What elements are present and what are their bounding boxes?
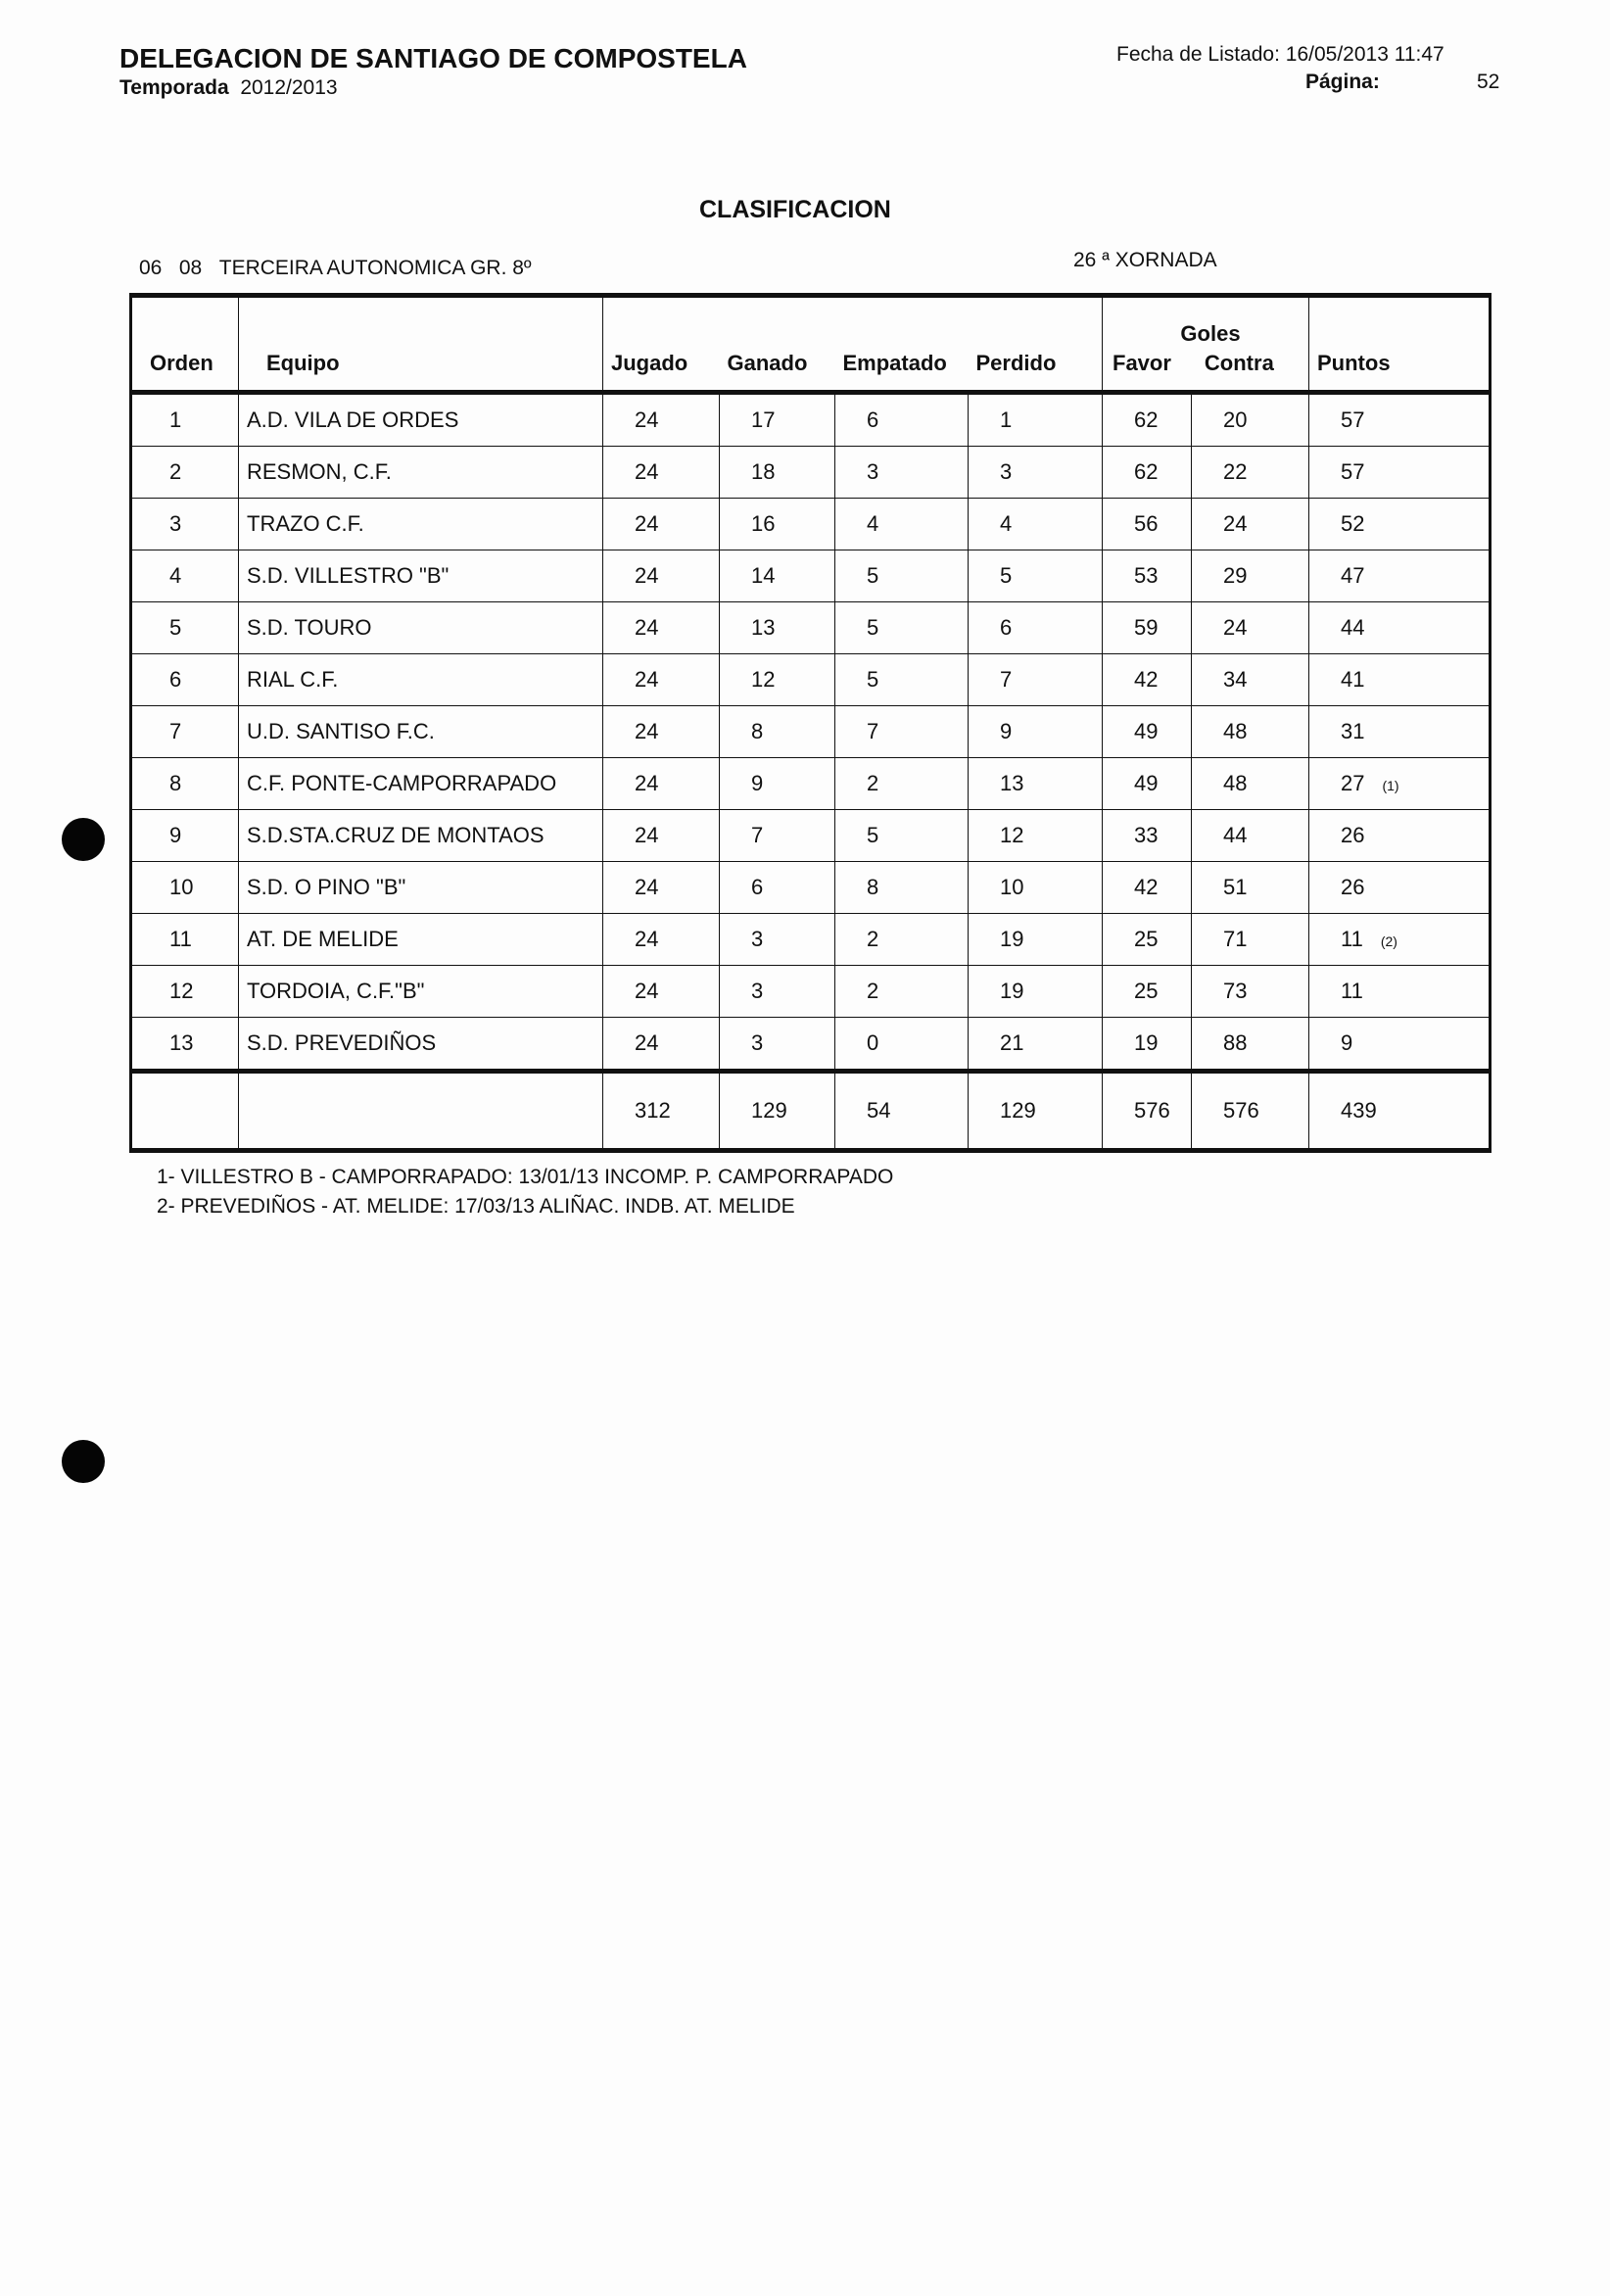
- points-cell: [1309, 810, 1491, 862]
- lost-cell: [969, 654, 1103, 706]
- goals-against-cell: [1192, 862, 1309, 914]
- goals-for-cell-text: 25: [1134, 979, 1159, 1003]
- page-heading: CLASIFICACION: [699, 196, 891, 223]
- drawn-cell-text: 2: [867, 927, 879, 951]
- won-cell: [720, 810, 835, 862]
- won-cell-text: 8: [751, 719, 764, 743]
- table-row: [131, 810, 1491, 862]
- lost-cell-text: 4: [1000, 511, 1013, 536]
- drawn-cell: [835, 758, 969, 810]
- goals-against-cell-text: 22: [1223, 459, 1248, 484]
- goals-for-cell: [1103, 499, 1192, 550]
- goals-for-cell-text: 42: [1134, 667, 1159, 692]
- played-cell-text: 24: [635, 875, 659, 899]
- drawn-cell-text: 5: [867, 563, 879, 588]
- rank-cell: [131, 706, 239, 758]
- points-cell-text: 26: [1341, 823, 1365, 847]
- played-cell: [603, 966, 720, 1018]
- points-cell: [1309, 654, 1491, 706]
- lost-cell-text: 3: [1000, 459, 1013, 484]
- lost-cell: [969, 550, 1103, 602]
- played-cell-text: 24: [635, 667, 659, 692]
- total-favor: 576: [1103, 1072, 1192, 1151]
- goals-for-cell-text: 49: [1134, 719, 1159, 743]
- table-row: [131, 706, 1491, 758]
- goals-for-cell: [1103, 810, 1192, 862]
- rank-cell: [131, 654, 239, 706]
- goals-against-cell: [1192, 1018, 1309, 1072]
- drawn-cell: [835, 393, 969, 447]
- table-row: [131, 862, 1491, 914]
- lost-cell-text: 7: [1000, 667, 1013, 692]
- lost-cell-text: 9: [1000, 719, 1013, 743]
- drawn-cell-text: 2: [867, 771, 879, 795]
- won-cell-text: 14: [751, 563, 776, 588]
- drawn-cell: [835, 1018, 969, 1072]
- goals-against-cell-text: 51: [1223, 875, 1248, 899]
- points-cell: [1309, 447, 1491, 499]
- footnote-ref: (1): [1382, 778, 1399, 793]
- points-cell-text: 26: [1341, 875, 1365, 899]
- rank-cell-text: 12: [169, 979, 194, 1003]
- goals-against-cell: [1192, 914, 1309, 966]
- totals-empty: [239, 1072, 603, 1151]
- goals-for-cell-text: 33: [1134, 823, 1159, 847]
- total-puntos: 439: [1309, 1072, 1491, 1151]
- points-cell-text: 27: [1341, 771, 1365, 795]
- rank-cell: [131, 602, 239, 654]
- rank-cell-text: 8: [169, 771, 182, 795]
- rank-cell-text: 10: [169, 875, 194, 899]
- col-contra: Contra: [1204, 351, 1274, 375]
- lost-cell-text: 5: [1000, 563, 1013, 588]
- goals-against-cell: [1192, 810, 1309, 862]
- competition-code-1: 06: [139, 257, 163, 279]
- goals-for-cell: [1103, 862, 1192, 914]
- goals-against-cell: [1192, 499, 1309, 550]
- drawn-cell-text: 7: [867, 719, 879, 743]
- goals-for-cell: [1103, 654, 1192, 706]
- played-cell: [603, 862, 720, 914]
- rank-cell-text: 3: [169, 511, 182, 536]
- lost-cell: [969, 1018, 1103, 1072]
- lost-cell-text: 1: [1000, 407, 1013, 432]
- goals-against-cell-text: 48: [1223, 771, 1248, 795]
- goals-for-cell-text: 19: [1134, 1030, 1159, 1055]
- table-row: [131, 654, 1491, 706]
- goals-against-cell: [1192, 706, 1309, 758]
- goals-for-cell: [1103, 550, 1192, 602]
- footnote-1: 1- VILLESTRO B - CAMPORRAPADO: 13/01/13 INCOMP. P. CAMPORRAPADO: [157, 1166, 894, 1188]
- played-cell-text: 24: [635, 459, 659, 484]
- totals-row: [131, 1072, 1491, 1151]
- competition-name: TERCEIRA AUTONOMICA GR. 8º: [218, 257, 532, 279]
- points-cell: [1309, 914, 1491, 966]
- drawn-cell: [835, 654, 969, 706]
- col-perdido: Perdido: [969, 296, 1103, 393]
- lost-cell-text: 21: [1000, 1030, 1024, 1055]
- played-cell: [603, 1018, 720, 1072]
- points-cell: [1309, 393, 1491, 447]
- points-cell-text: 57: [1341, 459, 1365, 484]
- footnote-ref: (2): [1380, 933, 1397, 949]
- lost-cell: [969, 706, 1103, 758]
- season-line: [119, 76, 338, 100]
- col-equipo: Equipo: [239, 296, 603, 393]
- points-cell-text: 57: [1341, 407, 1365, 432]
- points-cell: [1309, 602, 1491, 654]
- played-cell: [603, 550, 720, 602]
- table-row: [131, 602, 1491, 654]
- points-cell: [1309, 550, 1491, 602]
- team-cell-text: C.F. PONTE-CAMPORRAPADO: [247, 771, 557, 795]
- goals-for-cell: [1103, 393, 1192, 447]
- rank-cell: [131, 862, 239, 914]
- rank-cell-text: 5: [169, 615, 182, 640]
- season-value: 2012/2013: [240, 76, 338, 99]
- col-empatado: Empatado: [835, 296, 969, 393]
- drawn-cell-text: 3: [867, 459, 879, 484]
- table-row: [131, 1018, 1491, 1072]
- goals-against-cell-text: 24: [1223, 615, 1248, 640]
- played-cell-text: 24: [635, 719, 659, 743]
- table-row: [131, 550, 1491, 602]
- total-contra: 576: [1192, 1072, 1309, 1151]
- totals-empty: [131, 1072, 239, 1151]
- played-cell: [603, 602, 720, 654]
- drawn-cell: [835, 447, 969, 499]
- goals-against-cell: [1192, 654, 1309, 706]
- played-cell: [603, 393, 720, 447]
- won-cell-text: 3: [751, 979, 764, 1003]
- goals-for-cell-text: 62: [1134, 459, 1159, 484]
- points-cell: [1309, 862, 1491, 914]
- points-cell-text: 11: [1341, 927, 1363, 951]
- total-empatado: 54: [835, 1072, 969, 1151]
- played-cell: [603, 914, 720, 966]
- rank-cell-text: 2: [169, 459, 182, 484]
- date-value: 16/05/2013 11:47: [1285, 43, 1444, 66]
- listing-date: [1116, 43, 1444, 67]
- rank-cell-text: 6: [169, 667, 182, 692]
- lost-cell-text: 12: [1000, 823, 1024, 847]
- rank-cell-text: 9: [169, 823, 182, 847]
- rank-cell: [131, 758, 239, 810]
- rank-cell: [131, 447, 239, 499]
- points-cell-text: 9: [1341, 1030, 1353, 1055]
- punch-hole: [62, 818, 105, 861]
- lost-cell-text: 13: [1000, 771, 1024, 795]
- goals-against-cell: [1192, 550, 1309, 602]
- team-cell-text: S.D. VILLESTRO "B": [247, 563, 450, 588]
- played-cell: [603, 810, 720, 862]
- goals-against-cell-text: 24: [1223, 511, 1248, 536]
- played-cell-text: 24: [635, 615, 659, 640]
- won-cell: [720, 447, 835, 499]
- goals-against-cell-text: 71: [1223, 927, 1248, 951]
- goals-for-cell: [1103, 447, 1192, 499]
- team-cell-text: RIAL C.F.: [247, 667, 339, 692]
- played-cell-text: 24: [635, 979, 659, 1003]
- team-cell-text: S.D.STA.CRUZ DE MONTAOS: [247, 823, 545, 847]
- goals-against-cell-text: 20: [1223, 407, 1248, 432]
- won-cell-text: 3: [751, 927, 764, 951]
- rank-cell: [131, 914, 239, 966]
- lost-cell: [969, 914, 1103, 966]
- lost-cell: [969, 862, 1103, 914]
- team-cell: [239, 393, 603, 447]
- goals-against-cell: [1192, 393, 1309, 447]
- total-jugado: 312: [603, 1072, 720, 1151]
- won-cell: [720, 602, 835, 654]
- played-cell-text: 24: [635, 563, 659, 588]
- goals-against-cell: [1192, 966, 1309, 1018]
- goals-against-cell: [1192, 602, 1309, 654]
- drawn-cell-text: 8: [867, 875, 879, 899]
- won-cell-text: 17: [751, 407, 776, 432]
- points-cell: [1309, 706, 1491, 758]
- won-cell-text: 18: [751, 459, 776, 484]
- team-cell: [239, 654, 603, 706]
- lost-cell: [969, 966, 1103, 1018]
- drawn-cell-text: 5: [867, 823, 879, 847]
- rank-cell: [131, 810, 239, 862]
- won-cell-text: 6: [751, 875, 764, 899]
- goals-against-cell-text: 34: [1223, 667, 1248, 692]
- goals-for-cell: [1103, 758, 1192, 810]
- drawn-cell: [835, 706, 969, 758]
- drawn-cell-text: 0: [867, 1030, 879, 1055]
- goals-for-cell: [1103, 1018, 1192, 1072]
- played-cell: [603, 654, 720, 706]
- drawn-cell-text: 2: [867, 979, 879, 1003]
- drawn-cell: [835, 914, 969, 966]
- points-cell-text: 31: [1341, 719, 1365, 743]
- drawn-cell-text: 5: [867, 615, 879, 640]
- won-cell-text: 13: [751, 615, 776, 640]
- played-cell-text: 24: [635, 511, 659, 536]
- goals-against-cell: [1192, 447, 1309, 499]
- won-cell: [720, 706, 835, 758]
- won-cell: [720, 1018, 835, 1072]
- team-cell-text: RESMON, C.F.: [247, 459, 392, 484]
- won-cell: [720, 758, 835, 810]
- team-cell-text: U.D. SANTISO F.C.: [247, 719, 435, 743]
- goals-for-cell: [1103, 706, 1192, 758]
- won-cell: [720, 862, 835, 914]
- team-cell-text: S.D. O PINO "B": [247, 875, 406, 899]
- lost-cell-text: 19: [1000, 927, 1024, 951]
- lost-cell: [969, 393, 1103, 447]
- points-cell: [1309, 1018, 1491, 1072]
- rank-cell-text: 1: [169, 407, 182, 432]
- points-cell-text: 41: [1341, 667, 1365, 692]
- points-cell: [1309, 758, 1491, 810]
- points-cell: [1309, 966, 1491, 1018]
- won-cell: [720, 966, 835, 1018]
- col-jugado: Jugado: [603, 296, 720, 393]
- goals-for-cell-text: 53: [1134, 563, 1159, 588]
- rank-cell-text: 4: [169, 563, 182, 588]
- competition-line: [139, 257, 532, 280]
- won-cell: [720, 914, 835, 966]
- goals-for-cell: [1103, 966, 1192, 1018]
- points-cell-text: 52: [1341, 511, 1365, 536]
- points-cell: [1309, 499, 1491, 550]
- total-ganado: 129: [720, 1072, 835, 1151]
- col-ganado: Ganado: [720, 296, 835, 393]
- col-favor: Favor: [1113, 351, 1171, 375]
- drawn-cell: [835, 810, 969, 862]
- drawn-cell-text: 6: [867, 407, 879, 432]
- goals-against-cell: [1192, 758, 1309, 810]
- table-row: [131, 499, 1491, 550]
- table-row: [131, 914, 1491, 966]
- team-cell-text: A.D. VILA DE ORDES: [247, 407, 459, 432]
- goals-for-cell: [1103, 602, 1192, 654]
- won-cell-text: 3: [751, 1030, 764, 1055]
- drawn-cell: [835, 862, 969, 914]
- team-cell: [239, 758, 603, 810]
- table-row: [131, 393, 1491, 447]
- lost-cell: [969, 810, 1103, 862]
- rank-cell: [131, 499, 239, 550]
- table-header-row: [131, 296, 1491, 393]
- team-cell: [239, 810, 603, 862]
- lost-cell: [969, 447, 1103, 499]
- goals-against-cell-text: 73: [1223, 979, 1248, 1003]
- lost-cell-text: 6: [1000, 615, 1013, 640]
- team-cell: [239, 862, 603, 914]
- col-puntos: Puntos: [1309, 296, 1491, 393]
- points-cell-text: 47: [1341, 563, 1365, 588]
- won-cell-text: 16: [751, 511, 776, 536]
- table-row: [131, 447, 1491, 499]
- rank-cell-text: 7: [169, 719, 182, 743]
- goals-for-cell-text: 56: [1134, 511, 1159, 536]
- goals-for-cell-text: 25: [1134, 927, 1159, 951]
- page-label: Página:: [1305, 71, 1380, 93]
- page-number: 52: [1477, 71, 1500, 93]
- won-cell: [720, 654, 835, 706]
- col-orden: Orden: [131, 296, 239, 393]
- goals-for-cell-text: 62: [1134, 407, 1159, 432]
- won-cell-text: 7: [751, 823, 764, 847]
- drawn-cell: [835, 602, 969, 654]
- won-cell-text: 12: [751, 667, 776, 692]
- punch-hole: [62, 1440, 105, 1483]
- team-cell-text: S.D. PREVEDIÑOS: [247, 1030, 437, 1055]
- played-cell: [603, 447, 720, 499]
- team-cell: [239, 966, 603, 1018]
- rank-cell: [131, 550, 239, 602]
- rank-cell: [131, 966, 239, 1018]
- played-cell: [603, 706, 720, 758]
- team-cell: [239, 1018, 603, 1072]
- played-cell-text: 24: [635, 927, 659, 951]
- lost-cell: [969, 758, 1103, 810]
- goals-for-cell-text: 42: [1134, 875, 1159, 899]
- played-cell: [603, 499, 720, 550]
- goals-against-cell-text: 88: [1223, 1030, 1248, 1055]
- played-cell-text: 24: [635, 1030, 659, 1055]
- org-title: DELEGACION DE SANTIAGO DE COMPOSTELA: [119, 43, 747, 73]
- team-cell: [239, 706, 603, 758]
- round-label: 26 ª XORNADA: [1073, 249, 1217, 271]
- played-cell-text: 24: [635, 407, 659, 432]
- drawn-cell: [835, 966, 969, 1018]
- col-goles: [1103, 296, 1309, 393]
- team-cell: [239, 447, 603, 499]
- points-cell-text: 44: [1341, 615, 1365, 640]
- won-cell-text: 9: [751, 771, 764, 795]
- goals-against-cell-text: 29: [1223, 563, 1248, 588]
- goles-label: Goles: [1180, 321, 1241, 346]
- goals-for-cell-text: 49: [1134, 771, 1159, 795]
- footnote-2: 2- PREVEDIÑOS - AT. MELIDE: 17/03/13 ALIÑAC. INDB. AT. MELIDE: [157, 1195, 795, 1218]
- played-cell: [603, 758, 720, 810]
- table-row: [131, 966, 1491, 1018]
- team-cell-text: TORDOIA, C.F."B": [247, 979, 425, 1003]
- competition-code-2: 08: [178, 257, 203, 279]
- rank-cell-text: 11: [169, 927, 192, 951]
- date-label: Fecha de Listado:: [1116, 43, 1280, 66]
- drawn-cell: [835, 550, 969, 602]
- drawn-cell-text: 5: [867, 667, 879, 692]
- won-cell: [720, 550, 835, 602]
- goals-for-cell-text: 59: [1134, 615, 1159, 640]
- standings-table: [129, 293, 1492, 1153]
- team-cell-text: S.D. TOURO: [247, 615, 372, 640]
- goals-against-cell-text: 44: [1223, 823, 1248, 847]
- goals-for-cell: [1103, 914, 1192, 966]
- points-cell-text: 11: [1341, 979, 1363, 1003]
- played-cell-text: 24: [635, 823, 659, 847]
- rank-cell: [131, 1018, 239, 1072]
- team-cell-text: TRAZO C.F.: [247, 511, 364, 536]
- team-cell: [239, 602, 603, 654]
- won-cell: [720, 393, 835, 447]
- goals-against-cell-text: 48: [1223, 719, 1248, 743]
- team-cell: [239, 499, 603, 550]
- rank-cell: [131, 393, 239, 447]
- won-cell: [720, 499, 835, 550]
- lost-cell-text: 19: [1000, 979, 1024, 1003]
- team-cell: [239, 550, 603, 602]
- drawn-cell: [835, 499, 969, 550]
- table-row: [131, 758, 1491, 810]
- lost-cell: [969, 602, 1103, 654]
- team-cell: [239, 914, 603, 966]
- lost-cell-text: 10: [1000, 875, 1024, 899]
- played-cell-text: 24: [635, 771, 659, 795]
- rank-cell-text: 13: [169, 1030, 194, 1055]
- team-cell-text: AT. DE MELIDE: [247, 927, 399, 951]
- total-perdido: 129: [969, 1072, 1103, 1151]
- lost-cell: [969, 499, 1103, 550]
- season-label: Temporada: [119, 76, 229, 99]
- drawn-cell-text: 4: [867, 511, 879, 536]
